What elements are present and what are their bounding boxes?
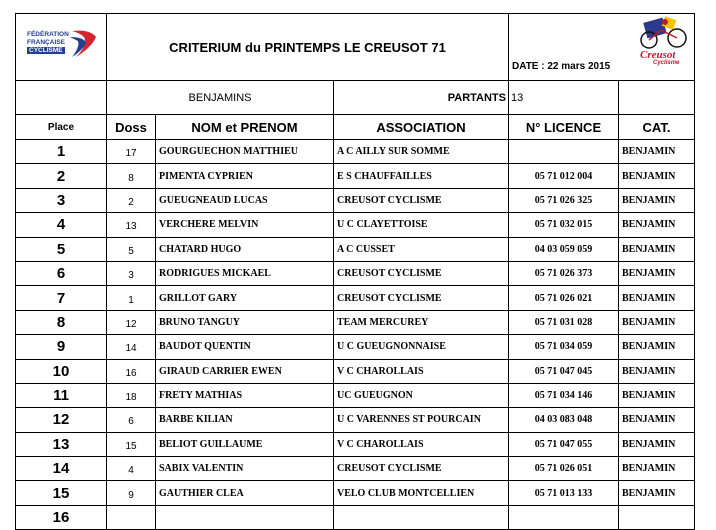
row-association: CREUSOT CYCLISME bbox=[334, 457, 509, 481]
row-cat: BENJAMIN bbox=[619, 286, 695, 310]
row-doss: 13 bbox=[107, 213, 156, 237]
row-licence: 05 71 032 015 bbox=[509, 213, 619, 237]
column-header-row bbox=[16, 115, 695, 140]
table-row bbox=[16, 310, 695, 334]
ffc-logo-line2: FRANÇAISE bbox=[27, 38, 65, 46]
row-place: 6 bbox=[16, 261, 107, 285]
category-row bbox=[16, 81, 695, 115]
row-licence bbox=[509, 505, 619, 529]
row-name bbox=[156, 505, 334, 529]
row-name: BRUNO TANGUY bbox=[156, 310, 334, 334]
row-place: 8 bbox=[16, 310, 107, 334]
ffc-logo-line3: CYCLISME bbox=[29, 46, 63, 54]
row-cat: BENJAMIN bbox=[619, 140, 695, 164]
date-cell bbox=[509, 14, 695, 81]
title-row bbox=[16, 14, 695, 81]
row-doss: 16 bbox=[107, 359, 156, 383]
row-licence: 05 71 034 146 bbox=[509, 383, 619, 407]
row-doss: 18 bbox=[107, 383, 156, 407]
category-label: BENJAMINS bbox=[107, 81, 334, 115]
results-table bbox=[15, 13, 695, 530]
row-name: PIMENTA CYPRIEN bbox=[156, 164, 334, 188]
row-licence: 04 03 083 048 bbox=[509, 408, 619, 432]
table-row bbox=[16, 505, 695, 529]
row-name: GRILLOT GARY bbox=[156, 286, 334, 310]
cyclist-icon bbox=[635, 16, 691, 52]
row-licence: 05 71 013 133 bbox=[509, 481, 619, 505]
ffc-logo bbox=[24, 27, 98, 63]
row-doss: 4 bbox=[107, 457, 156, 481]
partants-label: PARTANTS bbox=[334, 81, 509, 115]
row-cat: BENJAMIN bbox=[619, 164, 695, 188]
row-doss: 9 bbox=[107, 481, 156, 505]
row-name: BAUDOT QUENTIN bbox=[156, 335, 334, 359]
row-licence: 05 71 031 028 bbox=[509, 310, 619, 334]
row-licence: 05 71 047 055 bbox=[509, 432, 619, 456]
row-name: GUEUGNEAUD LUCAS bbox=[156, 188, 334, 212]
row-licence: 05 71 026 325 bbox=[509, 188, 619, 212]
row-association: UC GUEUGNON bbox=[334, 383, 509, 407]
row-licence bbox=[509, 140, 619, 164]
table-row bbox=[16, 408, 695, 432]
row-association bbox=[334, 505, 509, 529]
ffc-swoosh-icon bbox=[70, 27, 98, 61]
row-association: E S CHAUFFAILLES bbox=[334, 164, 509, 188]
row-name: BARBE KILIAN bbox=[156, 408, 334, 432]
table-row bbox=[16, 188, 695, 212]
col-header-doss: Doss bbox=[107, 115, 156, 140]
row-association: U C GUEUGNONNAISE bbox=[334, 335, 509, 359]
table-row bbox=[16, 213, 695, 237]
table-row bbox=[16, 383, 695, 407]
club-logo-line1: Creusot bbox=[640, 49, 676, 61]
row-licence: 04 03 059 059 bbox=[509, 237, 619, 261]
row-place: 11 bbox=[16, 383, 107, 407]
row-place: 15 bbox=[16, 481, 107, 505]
table-row bbox=[16, 432, 695, 456]
row-cat bbox=[619, 505, 695, 529]
row-name: FRETY MATHIAS bbox=[156, 383, 334, 407]
row-cat: BENJAMIN bbox=[619, 359, 695, 383]
blank-cell bbox=[16, 81, 107, 115]
row-name: BELIOT GUILLAUME bbox=[156, 432, 334, 456]
ffc-logo-line1: FÉDÉRATION bbox=[27, 30, 69, 38]
row-name: RODRIGUES MICKAEL bbox=[156, 261, 334, 285]
table-row bbox=[16, 261, 695, 285]
partants-value: 13 bbox=[509, 81, 619, 115]
row-licence: 05 71 026 051 bbox=[509, 457, 619, 481]
row-association: U C VARENNES ST POURCAIN bbox=[334, 408, 509, 432]
row-cat: BENJAMIN bbox=[619, 383, 695, 407]
race-title: CRITERIUM du PRINTEMPS LE CREUSOT 71 bbox=[107, 14, 509, 81]
row-name: GAUTHIER CLEA bbox=[156, 481, 334, 505]
row-licence: 05 71 026 373 bbox=[509, 261, 619, 285]
row-place: 13 bbox=[16, 432, 107, 456]
col-header-place: Place bbox=[16, 115, 107, 140]
row-name: SABIX VALENTIN bbox=[156, 457, 334, 481]
ffc-logo-cell bbox=[16, 14, 107, 81]
table-row bbox=[16, 481, 695, 505]
row-doss: 12 bbox=[107, 310, 156, 334]
col-header-name: NOM et PRENOM bbox=[156, 115, 334, 140]
row-association: V C CHAROLLAIS bbox=[334, 432, 509, 456]
row-place: 3 bbox=[16, 188, 107, 212]
row-doss bbox=[107, 505, 156, 529]
row-name: GIRAUD CARRIER EWEN bbox=[156, 359, 334, 383]
row-doss: 17 bbox=[107, 140, 156, 164]
row-cat: BENJAMIN bbox=[619, 188, 695, 212]
row-place: 1 bbox=[16, 140, 107, 164]
row-cat: BENJAMIN bbox=[619, 408, 695, 432]
row-doss: 8 bbox=[107, 164, 156, 188]
row-licence: 05 71 047 045 bbox=[509, 359, 619, 383]
club-logo-line2: Cyclisme bbox=[653, 60, 680, 66]
table-row bbox=[16, 335, 695, 359]
row-doss: 15 bbox=[107, 432, 156, 456]
row-place: 9 bbox=[16, 335, 107, 359]
row-name: VERCHERE MELVIN bbox=[156, 213, 334, 237]
creusot-cyclisme-logo bbox=[635, 16, 691, 68]
race-date: DATE : 22 mars 2015 bbox=[512, 61, 611, 72]
row-cat: BENJAMIN bbox=[619, 481, 695, 505]
table-row bbox=[16, 457, 695, 481]
row-cat: BENJAMIN bbox=[619, 457, 695, 481]
row-cat: BENJAMIN bbox=[619, 237, 695, 261]
row-association: A C CUSSET bbox=[334, 237, 509, 261]
table-row bbox=[16, 140, 695, 164]
col-header-cat: CAT. bbox=[619, 115, 695, 140]
table-row bbox=[16, 359, 695, 383]
row-doss: 1 bbox=[107, 286, 156, 310]
table-row bbox=[16, 164, 695, 188]
row-association: U C CLAYETTOISE bbox=[334, 213, 509, 237]
row-cat: BENJAMIN bbox=[619, 213, 695, 237]
table-row bbox=[16, 237, 695, 261]
row-association: CREUSOT CYCLISME bbox=[334, 286, 509, 310]
row-place: 16 bbox=[16, 505, 107, 529]
row-licence: 05 71 034 059 bbox=[509, 335, 619, 359]
col-header-licence: N° LICENCE bbox=[509, 115, 619, 140]
col-header-association: ASSOCIATION bbox=[334, 115, 509, 140]
row-name: GOURGUECHON MATTHIEU bbox=[156, 140, 334, 164]
row-doss: 2 bbox=[107, 188, 156, 212]
row-cat: BENJAMIN bbox=[619, 261, 695, 285]
row-association: VELO CLUB MONTCELLIEN bbox=[334, 481, 509, 505]
row-association: V C CHAROLLAIS bbox=[334, 359, 509, 383]
row-association: CREUSOT CYCLISME bbox=[334, 188, 509, 212]
row-association: TEAM MERCUREY bbox=[334, 310, 509, 334]
row-licence: 05 71 026 021 bbox=[509, 286, 619, 310]
row-cat: BENJAMIN bbox=[619, 432, 695, 456]
row-doss: 14 bbox=[107, 335, 156, 359]
row-place: 4 bbox=[16, 213, 107, 237]
row-place: 2 bbox=[16, 164, 107, 188]
row-name: CHATARD HUGO bbox=[156, 237, 334, 261]
row-place: 14 bbox=[16, 457, 107, 481]
row-place: 7 bbox=[16, 286, 107, 310]
blank-cell bbox=[619, 81, 695, 115]
row-doss: 5 bbox=[107, 237, 156, 261]
table-row bbox=[16, 286, 695, 310]
row-place: 12 bbox=[16, 408, 107, 432]
row-association: CREUSOT CYCLISME bbox=[334, 261, 509, 285]
row-licence: 05 71 012 004 bbox=[509, 164, 619, 188]
row-doss: 6 bbox=[107, 408, 156, 432]
row-doss: 3 bbox=[107, 261, 156, 285]
results-body bbox=[16, 140, 695, 530]
row-cat: BENJAMIN bbox=[619, 310, 695, 334]
row-place: 10 bbox=[16, 359, 107, 383]
row-association: A C AILLY SUR SOMME bbox=[334, 140, 509, 164]
row-place: 5 bbox=[16, 237, 107, 261]
row-cat: BENJAMIN bbox=[619, 335, 695, 359]
